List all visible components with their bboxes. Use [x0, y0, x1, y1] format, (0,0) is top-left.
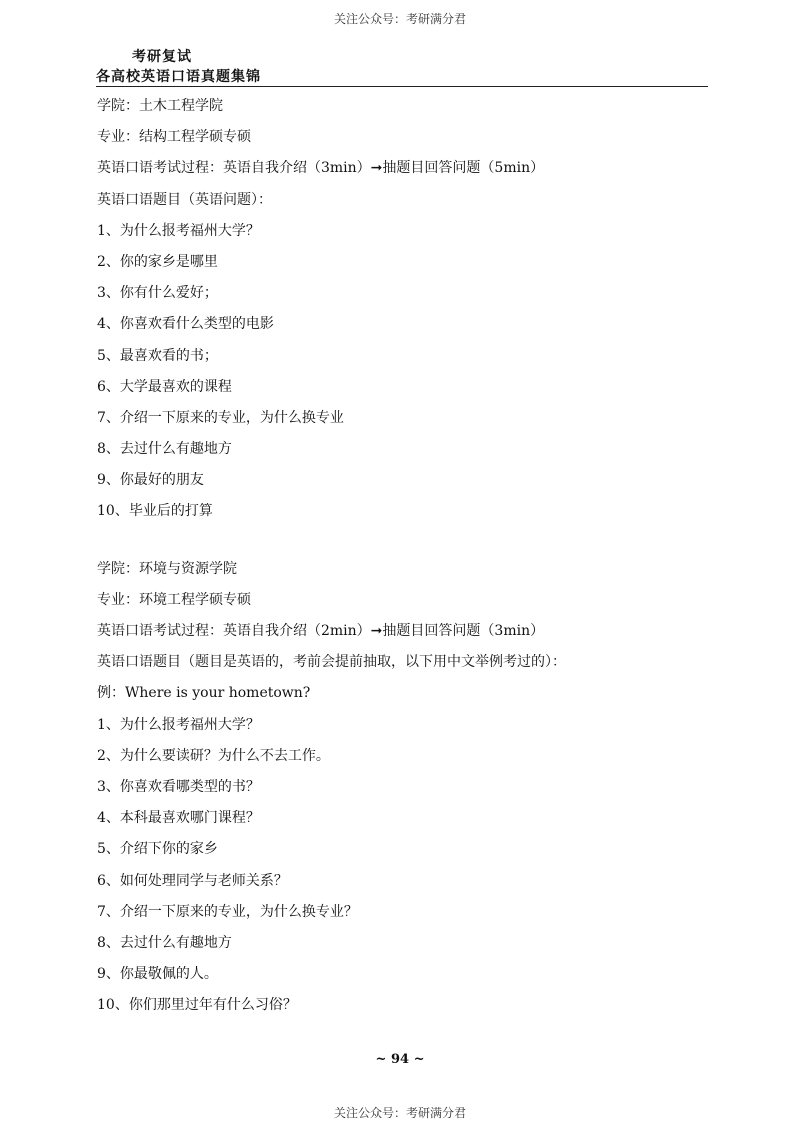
question-item: 10、你们那里过年有什么习俗？ — [97, 997, 297, 1014]
topics-title: 英语口语题目（英语问题）： — [97, 191, 272, 208]
question-item: 8、去过什么有趣地方 — [97, 934, 232, 951]
section-civil-engineering — [97, 96, 717, 533]
major-line: 专业：结构工程学硕专硕 — [97, 129, 251, 146]
major-line: 专业：环境工程学硕专硕 — [97, 591, 251, 608]
header-title: 考研复试 — [132, 49, 192, 65]
question-item: 7、介绍一下原来的专业，为什么换专业 — [97, 409, 344, 426]
topics-title: 英语口语题目（题目是英语的，考前会提前抽取，以下用中文举例考过的）： — [97, 654, 566, 671]
question-item: 8、去过什么有趣地方 — [97, 441, 232, 458]
section-environment-resources — [97, 559, 717, 1027]
watermark-bottom: 关注公众号：考研满分君 — [333, 1106, 466, 1120]
question-item: 5、介绍下你的家乡 — [97, 841, 218, 858]
question-item: 2、为什么要读研？为什么不去工作。 — [97, 747, 330, 764]
question-item: 9、你最好的朋友 — [97, 472, 204, 489]
question-item: 6、如何处理同学与老师关系？ — [97, 872, 288, 889]
question-item: 4、本科最喜欢哪门课程？ — [97, 810, 260, 827]
question-item: 10、毕业后的打算 — [97, 503, 213, 520]
document-body — [97, 96, 717, 1026]
question-item: 4、你喜欢看什么类型的电影 — [97, 316, 274, 333]
header-subtitle: 各高校英语口语真题集锦 — [96, 69, 261, 85]
question-item: 9、你最敬佩的人。 — [97, 966, 218, 983]
question-item: 3、你有什么爱好； — [97, 285, 218, 302]
question-item: 3、你喜欢看哪类型的书？ — [97, 778, 260, 795]
question-item: 2、你的家乡是哪里 — [97, 253, 218, 270]
section-gap — [97, 533, 717, 559]
document-header — [96, 46, 708, 87]
example-question: 例：Where is your hometown? — [97, 685, 311, 702]
question-item: 6、大学最喜欢的课程 — [97, 378, 232, 395]
college-line: 学院：土木工程学院 — [97, 98, 223, 114]
college-line: 学院：环境与资源学院 — [97, 560, 237, 577]
question-item: 1、为什么报考福州大学？ — [97, 716, 260, 733]
exam-process-line: 英语口语考试过程：英语自我介绍（2min）➞抽题目回答问题（3min） — [97, 623, 545, 639]
question-item: 1、为什么报考福州大学？ — [97, 222, 260, 239]
page-number: ~ 94 ~ — [375, 1052, 425, 1067]
question-item: 5、最喜欢看的书； — [97, 347, 218, 364]
exam-process-line: 英语口语考试过程：英语自我介绍（3min）➞抽题目回答问题（5min） — [97, 160, 545, 177]
question-item: 7、介绍一下原来的专业，为什么换专业？ — [97, 903, 358, 920]
watermark-top: 关注公众号：考研满分君 — [333, 12, 466, 26]
